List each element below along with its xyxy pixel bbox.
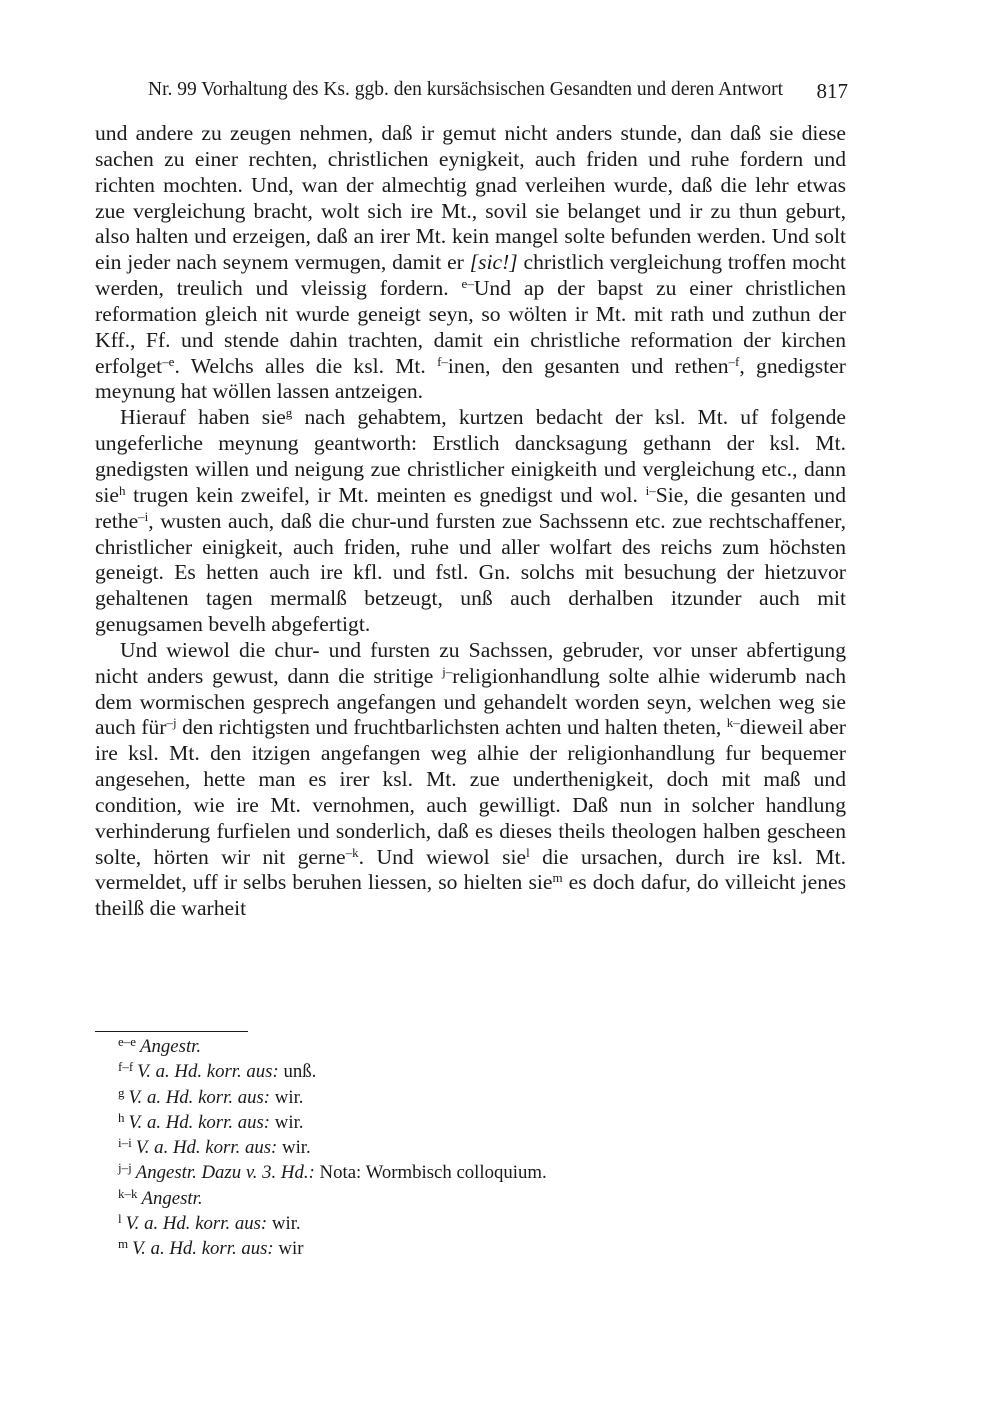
footnote-l: $^l$ V. a. Hd. korr. aus: wir. xyxy=(118,1211,301,1235)
running-header xyxy=(148,79,848,109)
footnote-mark-e-open: e– xyxy=(461,276,474,292)
footnotes xyxy=(118,1035,818,1263)
running-title: Nr. 99 Vorhaltung des Ks. ggb. den kursächsischen Gesandten und deren Antwort xyxy=(148,79,784,100)
footnote-mark-m: m xyxy=(552,870,563,886)
page-number: 817 xyxy=(816,79,848,103)
footnote-mark-i-open: i– xyxy=(645,482,656,498)
footnote-h: $^h$ V. a. Hd. korr. aus: wir. xyxy=(118,1109,304,1133)
footnote-mark-l: l xyxy=(526,844,530,860)
footnote-mark-k-open: k– xyxy=(726,715,740,731)
footnote-mark-k-close: –k xyxy=(345,844,359,860)
footnote-mark-g: g xyxy=(285,405,293,421)
footnote-j: $^{j-j}$ Angestr. Dazu v. 3. Hd.: Nota: Wormbisch colloquium. xyxy=(118,1160,547,1184)
footnote-f: $^{f-f}$ V. a. Hd. korr. aus: unß. xyxy=(118,1059,317,1083)
footnote-g: $^g$ V. a. Hd. korr. aus: wir. xyxy=(118,1084,304,1108)
footnote-e: $^{e-e}$ Angestr. xyxy=(118,1034,202,1057)
footnote-mark-h: h xyxy=(119,482,126,498)
footnote-separator xyxy=(95,1031,248,1032)
footnote-mark-i-close: –i xyxy=(138,508,149,524)
footnote-mark-f-open: f– xyxy=(437,353,448,369)
footnote-i: $^{i-i}$ V. a. Hd. korr. aus: wir. xyxy=(118,1135,311,1159)
paragraph-2: Hierauf haben sie$^g$ nach gehabtem, kurtzen bedacht der ksl. Mt. uf folgende ungeferliche meynung geantworth: Erstlich dancksagung gethann der ksl. Mt. gnedigsten willen und neigung zue christlicher einigkeith und vergleichung etc., dann sie$^h$ trugen kein zweifel, ir Mt. meinten es gnedigst und wol. $^{i-}$Sie, die gesanten und rethe$^{-i}$, wusten auch, daß die chur-und fursten zue Sachssenn etc. zue rechtschaffener, christlicher einigkeit, auch friden, ruhe und aller wolfart des reichs zum höchsten geneigt. Es hetten auch ire kfl. und fstl. Gn. solchs mit besuchung der hietzuvor gehaltenen tagen mermalß betzeugt, unß auch derhalben itzunder auch mit genugsamen bevelh abgefertigt. xyxy=(95,405,846,637)
paragraph-1: und andere zu zeugen nehmen, daß ir gemut nicht anders stunde, dan daß sie diese sachen zu einer rechten, christlichen eynigkeit, auch friden und ruhe fordern und richten mochten. Und, wan der almechtig gnad verleihen wurde, daß die lehr etwas zue vergleichung bracht, wolt sich ire Mt., sovil sie belanget und ir zu thun geburt, also halten und erzeigen, daß an irer Mt. kein mangel solte befunden werden. Und solt ein jeder nach seynem vermugen, damit er [sic!] christlich vergleichung troffen mocht werden, treulich und vleissig fordern. $^{e-}$Und ap der bapst zu einer christlichen reformation gleich nit wurde geneigt seyn, so wölten ir Mt. mit rath und zuthun der Kff., Ff. und stende dahin trachten, damit ein christliche reformation der kirchen erfolget$^{-e}$. Welchs alles die ksl. Mt. $^{f-}$inen, den gesanten und rethen$^{-f}$, gnedigster meynung hat wöllen lassen antzeigen. xyxy=(95,121,847,404)
footnote-mark-f-close: –f xyxy=(728,353,740,369)
footnote-k: $^{k-k}$ Angestr. xyxy=(118,1185,203,1209)
footnote-mark-j-close: –j xyxy=(166,715,177,731)
footnote-m: $^m$ V. a. Hd. korr. aus: wir xyxy=(118,1236,304,1260)
paragraph-3: Und wiewol die chur- und fursten zu Sachssen, gebruder, vor unser abfertigung nicht anders gewust, dann die stritige $^{j-}$religionhandlung solte alhie widerumb nach dem wormischen gesprech angefangen und gehandelt worden seyn, welchen weg sie auch für$^{-j}$ den richtigsten und fruchtbarlichsten achten und halten theten, $^{k-}$dieweil aber ire ksl. Mt. den itzigen angefangen weg alhie der religionhandlung fur bequemer angesehen, hette man es irer ksl. Mt. zue underthenigkeit, doch mit maß und condition, wie ire Mt. vernohmen, auch gewilligt. Daß nun in solcher handlung verhinderung furfielen und sonderlich, daß es dieses theils theologen halben gescheen solte, hörten wir nit gerne$^{-k}$. Und wiewol sie$^l$ die ursachen, durch ire ksl. Mt. vermeldet, uff ir selbs beruhen liessen, so hielten sie$^m$ es doch dafur, do villeicht jenes theilß die warheit xyxy=(95,637,846,921)
footnote-mark-j-open: j– xyxy=(442,663,453,679)
footnote-mark-e-close: –e xyxy=(162,353,175,369)
sic-annotation: [sic!] xyxy=(469,250,518,275)
main-text xyxy=(95,121,846,922)
